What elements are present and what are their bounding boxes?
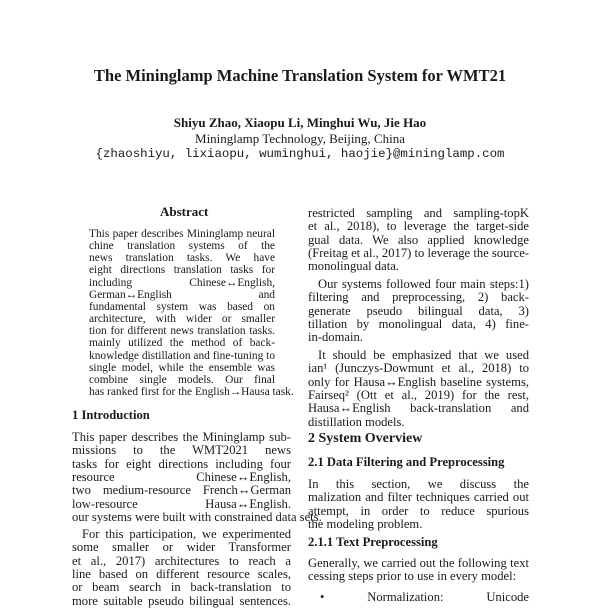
section-heading-introduction: 1 Introduction <box>72 408 150 422</box>
body-line: attempt, in order to reduce spurious <box>308 503 529 518</box>
abstract-line: combine single models. Our final <box>89 373 275 386</box>
body-line: in-domain. <box>308 330 363 345</box>
body-line: restricted sampling and sampling-topK <box>308 206 529 220</box>
body-line: Generally, we carried out the following text <box>308 556 529 570</box>
body-line: This paper describes the Mininglamp sub- <box>72 430 291 444</box>
body-line: resource Chinese↔English, <box>72 470 291 485</box>
body-line: line based on different resource scales, <box>72 567 291 582</box>
body-line: generate pseudo bilingual data, 3) <box>308 303 529 318</box>
abstract-line: tion for different news translation tasks. <box>89 325 275 338</box>
abstract-line: news translation tasks. We have <box>89 252 275 265</box>
abstract-line: This paper describes Mininglamp neural <box>89 228 275 240</box>
body-line: et al., 2017) architectures to reach a <box>72 553 291 568</box>
body-line: filtering and preprocessing, 2) back- <box>308 290 529 305</box>
body-line: et al., 2018), to leverage the target-side <box>308 219 529 234</box>
subsubsection-heading: 2.1.1 Text Preprocessing <box>308 535 438 549</box>
body-line: two medium-resource French↔German <box>72 483 291 498</box>
body-line: more suitable pseudo bilingual sentences. <box>72 593 291 608</box>
body-line: Hausa↔English back-translation and <box>308 401 529 416</box>
body-line: our systems were built with constrained data sets. <box>72 510 322 525</box>
body-line: It should be emphasized that we used <box>318 348 529 362</box>
body-line: Fairseq² (Ott et al., 2019) for the rest, <box>308 388 529 403</box>
abstract-line: mainly utilized the method of back- <box>89 337 275 350</box>
email: {zhaoshiyu, lixiaopu, wuminghui, haojie}@mininglamp.com <box>95 147 505 161</box>
body-line: distillation models. <box>308 414 405 429</box>
abstract-line: architecture, with wider or smaller <box>89 313 275 326</box>
abstract-line: German↔English and <box>89 288 275 301</box>
body-line: Our systems followed four main steps:1) <box>318 277 529 291</box>
abstract-line: knowledge distillation and fine-tuning to <box>89 349 275 362</box>
section-heading-system-overview: 2 System Overview <box>308 431 423 446</box>
body-line: missions to the WMT2021 news <box>72 443 291 458</box>
subsection-heading: 2.1 Data Filtering and Preprocessing <box>308 455 505 469</box>
abstract-line: has ranked first for the English→Hausa task. <box>89 385 294 398</box>
body-line: only for Hausa↔English baseline systems, <box>308 374 529 389</box>
body-line: the modeling problem. <box>308 517 423 532</box>
body-line: some smaller or wider Transformer <box>72 540 291 555</box>
body-line: For this participation, we experimented <box>82 527 291 541</box>
authors: Shiyu Zhao, Xiaopu Li, Minghui Wu, Jie Hao <box>173 115 427 130</box>
body-line: tillation by monolingual data, 4) fine- <box>308 317 529 332</box>
body-line: tasks for eight directions including four <box>72 456 291 471</box>
affiliation: Mininglamp Technology, Beijing, China <box>195 131 405 146</box>
body-line: or beam search in back-translation to <box>72 580 291 595</box>
body-line: ian¹ (Junczys-Dowmunt et al., 2018) to <box>308 361 529 376</box>
abstract-line: chine translation systems of the <box>89 240 275 253</box>
paper-title: The Mininglamp Machine Translation System for WMT21 <box>93 66 507 85</box>
abstract-line: fundamental system was based on <box>89 300 275 313</box>
abstract-line: single model, while the ensemble was <box>89 361 275 374</box>
body-line: low-resource Hausa↔English. <box>72 496 291 511</box>
body-line: malization and filter techniques carried out <box>308 490 529 505</box>
abstract-line: eight directions translation tasks for <box>89 264 275 277</box>
abstract-line: including Chinese↔English, <box>89 276 275 289</box>
body-line: cessing steps prior to use in every model: <box>308 569 517 584</box>
bullet-item: • Normalization: Unicode <box>320 590 529 604</box>
body-line: In this section, we discuss the <box>308 477 529 491</box>
body-line: (Freitag et al., 2017) to leverage the source- <box>308 246 529 261</box>
body-line: monolingual data. <box>308 259 399 274</box>
abstract-heading: Abstract <box>160 204 209 219</box>
body-line: gual data. We also applied knowledge <box>308 232 529 247</box>
